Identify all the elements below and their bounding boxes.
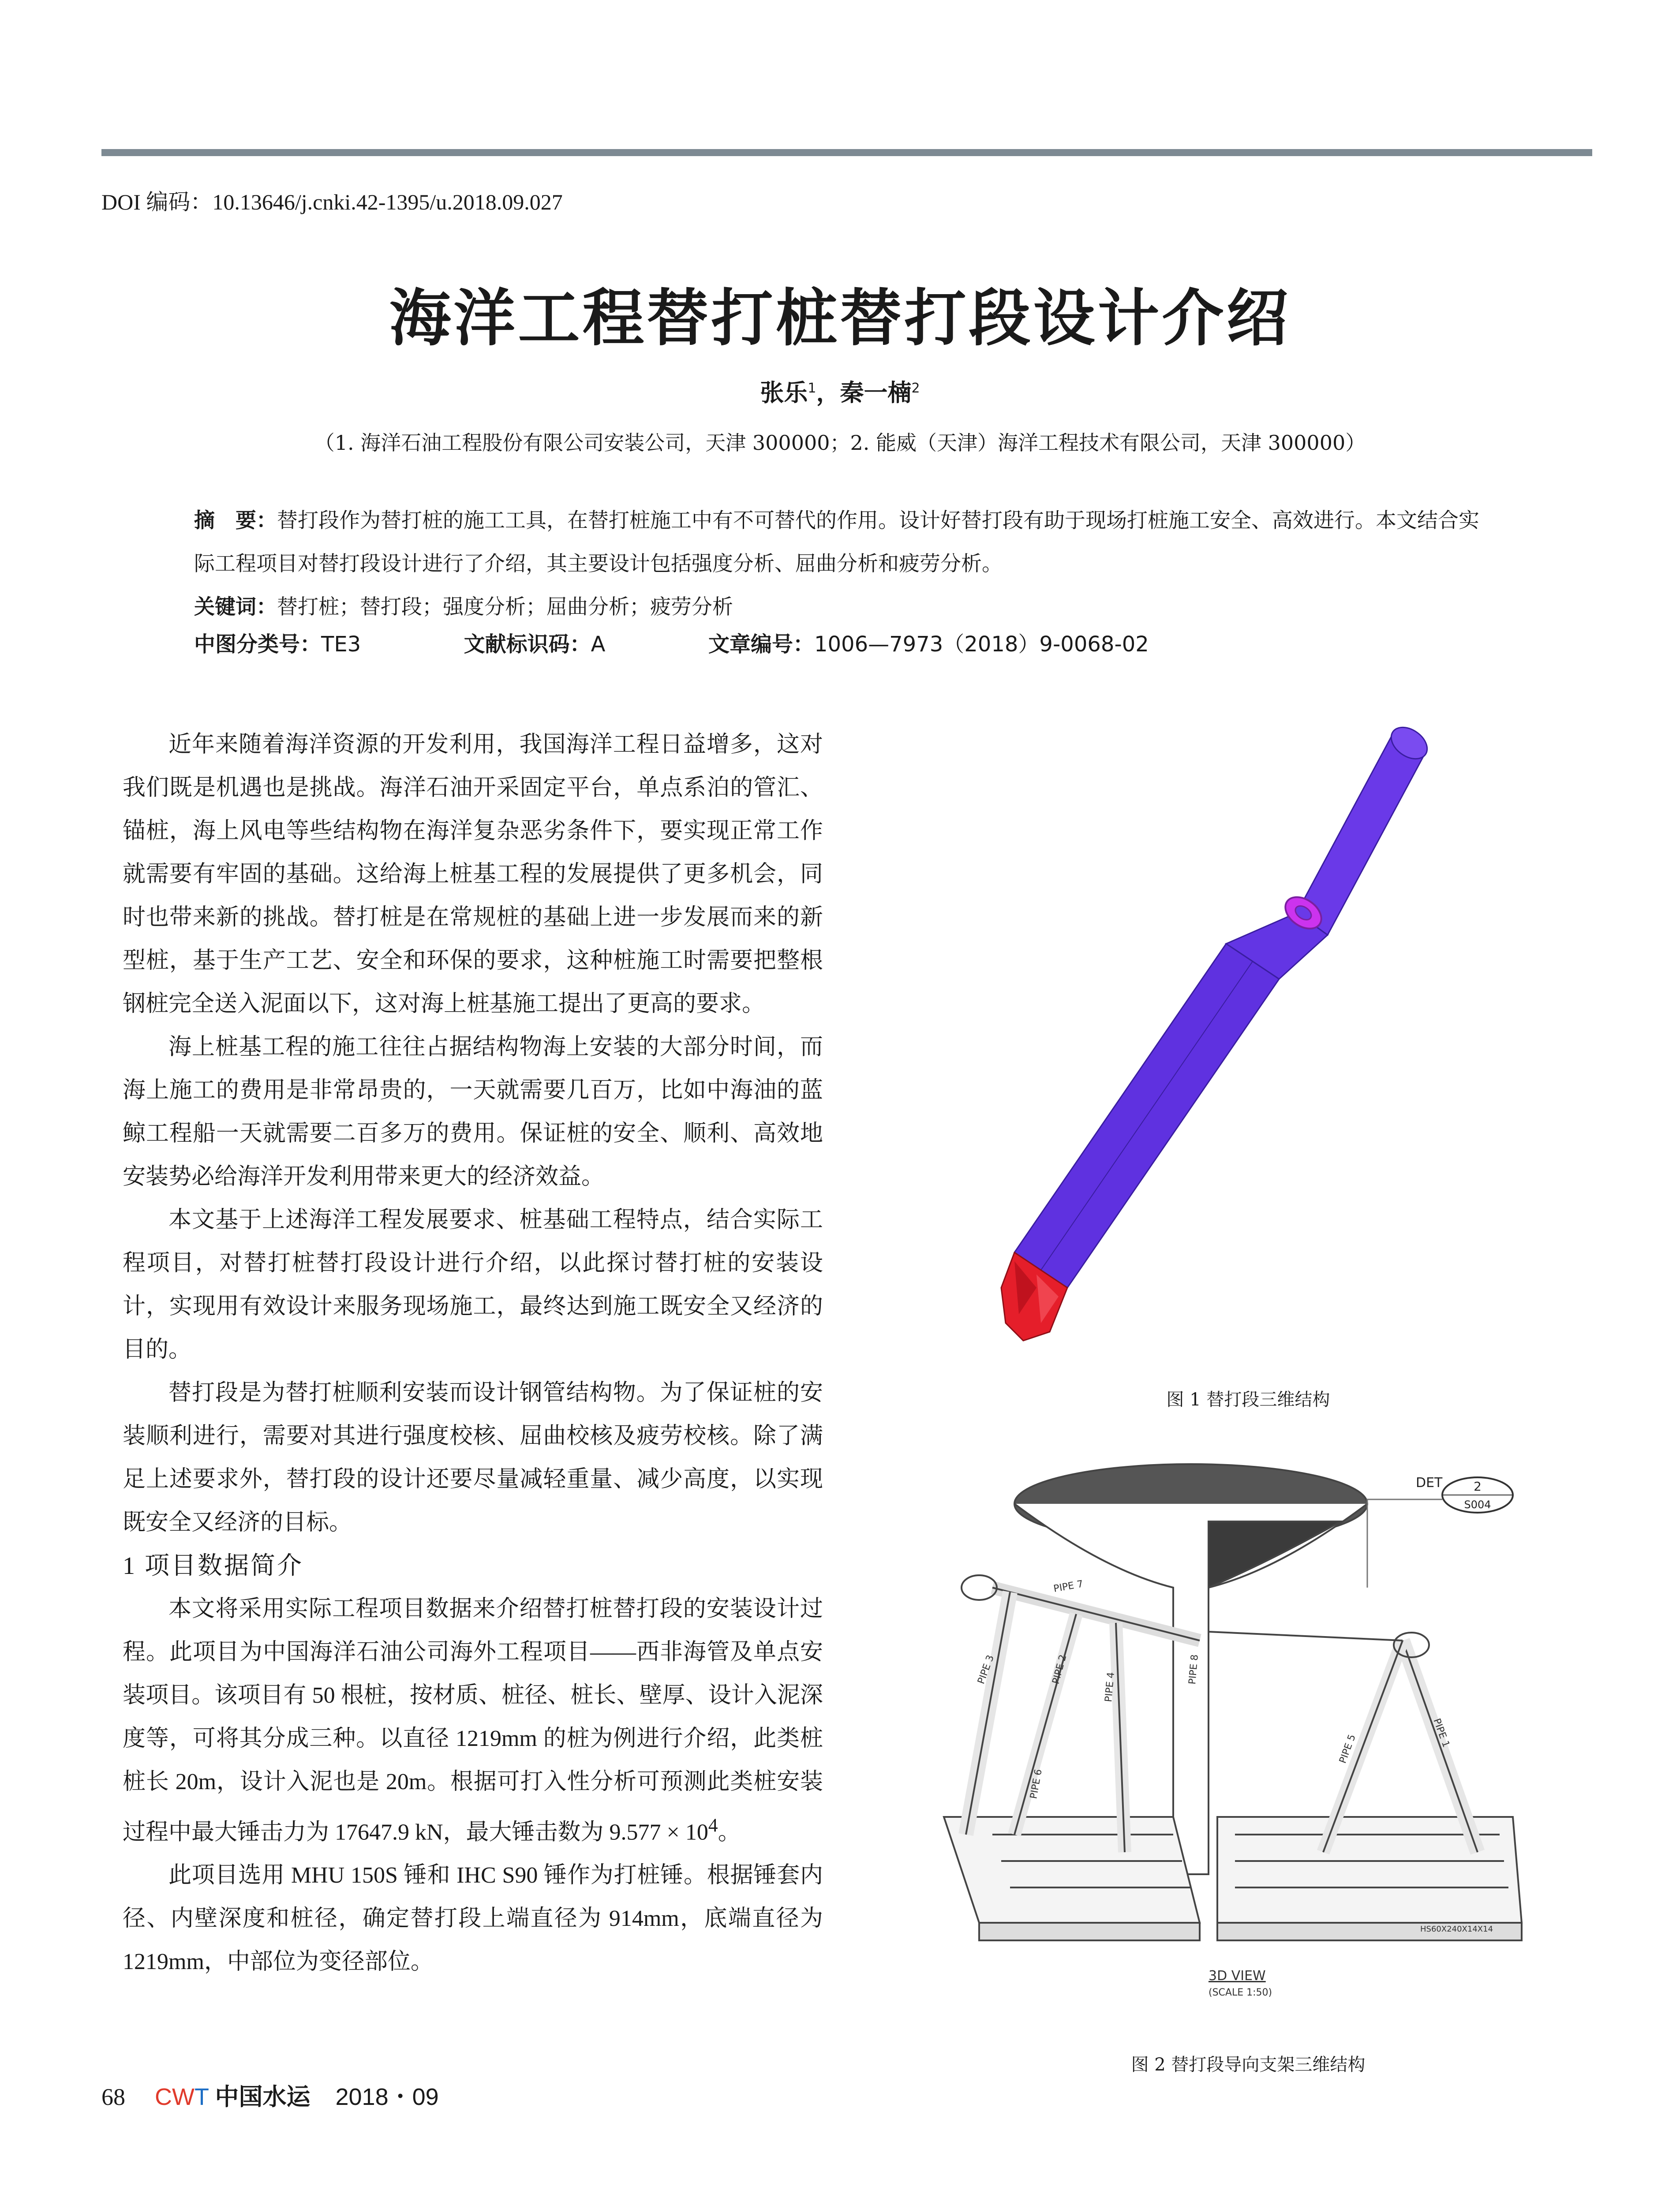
page-footer — [101, 2078, 439, 2112]
pipe-tag-3: PIPE 8 — [1187, 1654, 1201, 1685]
doc-code-label: 文献标识码： — [464, 632, 591, 657]
journal-logo — [155, 2084, 209, 2110]
pipe-tag-5: PIPE 4 — [1103, 1671, 1117, 1703]
figure-1-follower-3d — [962, 714, 1535, 1358]
header-rule — [101, 149, 1592, 156]
pipe-tag-4: PIPE 2 — [1050, 1653, 1069, 1686]
article-no-value: 1006—7973（2018）9-0068-02 — [814, 632, 1149, 657]
pipe-tag-8: PIPE 6 — [1028, 1768, 1044, 1800]
clc-label: 中图分类号： — [194, 632, 322, 657]
logo-cw: CW — [155, 2084, 195, 2110]
doi-line: DOI 编码：10.13646/j.cnki.42-1395/u.2018.09.027 — [101, 190, 563, 214]
figure-2-caption: 图 2 替打段导向支架三维结构 — [1131, 2055, 1366, 2075]
det-sheet: S004 — [1464, 1499, 1491, 1511]
beam-tag: HS60X240X14X14 — [1420, 1925, 1493, 1934]
abstract — [194, 499, 1500, 586]
follower-body — [1001, 721, 1433, 1341]
abstract-block — [194, 499, 1500, 629]
doc-code-value: A — [591, 632, 606, 657]
pipe-tag-7: PIPE 1 — [1431, 1717, 1452, 1749]
paragraph-6: 此项目选用 MHU 150S 锤和 IHC S90 锤作为打桩锤。根据锤套内径、内壁深度和桩径，确定替打段上端直径为 914mm，底端直径为 1219mm，中部位为变径部位。 — [123, 1863, 823, 1975]
paragraph-3: 本文基于上述海洋工程发展要求、桩基础工程特点，结合实际工程项目，对替打桩替打段设计进行介绍，以此探讨替打桩的安装设计，实现用有效设计来服务现场施工，最终达到施工既安全又经济的目的。 — [123, 1207, 823, 1362]
det-label: DET — [1416, 1475, 1443, 1491]
author-separator: ， — [816, 379, 840, 407]
page-number: 68 — [101, 2084, 125, 2110]
paragraph-2: 海上桩基工程的施工往往占据结构物海上安装的大部分时间，而海上施工的费用是非常昂贵的，一天就需要几百万，比如中海油的蓝鲸工程船一天就需要二百多万的费用。保证桩的安全、顺利、高效地安装势必给海洋开发利用带来更大的经济效益。 — [123, 1035, 823, 1189]
view-scale: (SCALE 1:50) — [1209, 1987, 1272, 1998]
figure-1-caption: 图 1 替打段三维结构 — [1166, 1390, 1330, 1410]
figure-2-guide-frame — [926, 1455, 1544, 2033]
keywords — [194, 586, 1500, 629]
abstract-text: 替打段作为替打桩的施工工具，在替打桩施工中有不可替代的作用。设计好替打段有助于现场打桩施工安全、高效进行。本文结合实际工程项目对替打段设计进行了介绍，其主要设计包括强度分析、屈曲分析和疲劳分析。 — [194, 508, 1479, 576]
det-callout — [1367, 1475, 1513, 1588]
section-heading-1: 1 项目数据简介 — [123, 1552, 303, 1580]
classification-line — [194, 627, 1149, 658]
author-2-affil: 2 — [911, 381, 920, 396]
logo-t: T — [194, 2084, 209, 2110]
issue: 2018・09 — [335, 2084, 439, 2110]
author-1: 张乐 — [760, 379, 808, 407]
affiliations: （1. 海洋石油工程股份有限公司安装公司，天津 300000；2. 能威（天津）海洋工程技术有限公司，天津 300000） — [314, 431, 1366, 455]
pipe-tag-1: PIPE 7 — [1052, 1578, 1084, 1595]
det-number: 2 — [1474, 1479, 1482, 1494]
keywords-text: 替打桩；替打段；强度分析；屈曲分析；疲劳分析 — [277, 595, 733, 619]
pipe-tag-6: PIPE 5 — [1337, 1733, 1358, 1765]
paragraph-4: 替打段是为替打桩顺利安装而设计钢管结构物。为了保证桩的安装顺利进行，需要对其进行强度校核、屈曲校核及疲劳校核。除了满足上述要求外，替打段的设计还要尽量减轻重量、减少高度，以实现既安全又经济的目标。 — [123, 1380, 823, 1535]
clc-value: TE3 — [321, 632, 361, 657]
journal-name: 中国水运 — [215, 2083, 311, 2111]
paragraph-5-text: 本文将采用实际工程项目数据来介绍替打桩替打段的安装设计过程。此项目为中国海洋石油公司海外工程项目——西非海管及单点安装项目。该项目有 50 根桩，按材质、桩径、桩长、壁厚、设计入泥深度等，可将其分成三种。以直径 1219mm 的桩为例进行介绍，此类桩桩长 20m，设计入泥也是 20m。根据可打入性分析可预测此类桩安装过程中最大锤击力为 17647.9 kN，最大锤击数为 9.577 × 10 — [123, 1596, 823, 1845]
body-column-left — [123, 723, 823, 1984]
paragraph-5-end: 。 — [718, 1820, 741, 1845]
author-1-affil: 1 — [808, 381, 816, 396]
paragraph-5 — [123, 1588, 823, 1854]
paper-title: 海洋工程替打桩替打段设计介绍 — [389, 283, 1291, 355]
view-label: 3D VIEW — [1209, 1968, 1266, 1984]
author-2: 秦一楠 — [840, 379, 912, 407]
paragraph-1: 近年来随着海洋资源的开发利用，我国海洋工程日益增多，这对我们既是机遇也是挑战。海洋石油开采固定平台，单点系泊的管汇、锚桩，海上风电等些结构物在海洋复杂恶劣条件下，要实现正常工作就需要有牢固的基础。这给海上桩基工程的发展提供了更多机会，同时也带来新的挑战。替打桩是在常规桩的基础上进一步发展而来的新型桩，基于生产工艺、安全和环保的要求，这种桩施工时需要把整根钢桩完全送入泥面以下，这对海上桩基施工提出了更高的要求。 — [123, 732, 823, 1017]
keywords-label: 关键词： — [194, 595, 277, 619]
article-no-label: 文章编号： — [708, 632, 814, 657]
exponent: 4 — [708, 1815, 718, 1836]
authors — [0, 374, 1680, 408]
pipe-tag-2: PIPE 3 — [976, 1653, 996, 1686]
abstract-label: 摘 要： — [194, 508, 277, 533]
